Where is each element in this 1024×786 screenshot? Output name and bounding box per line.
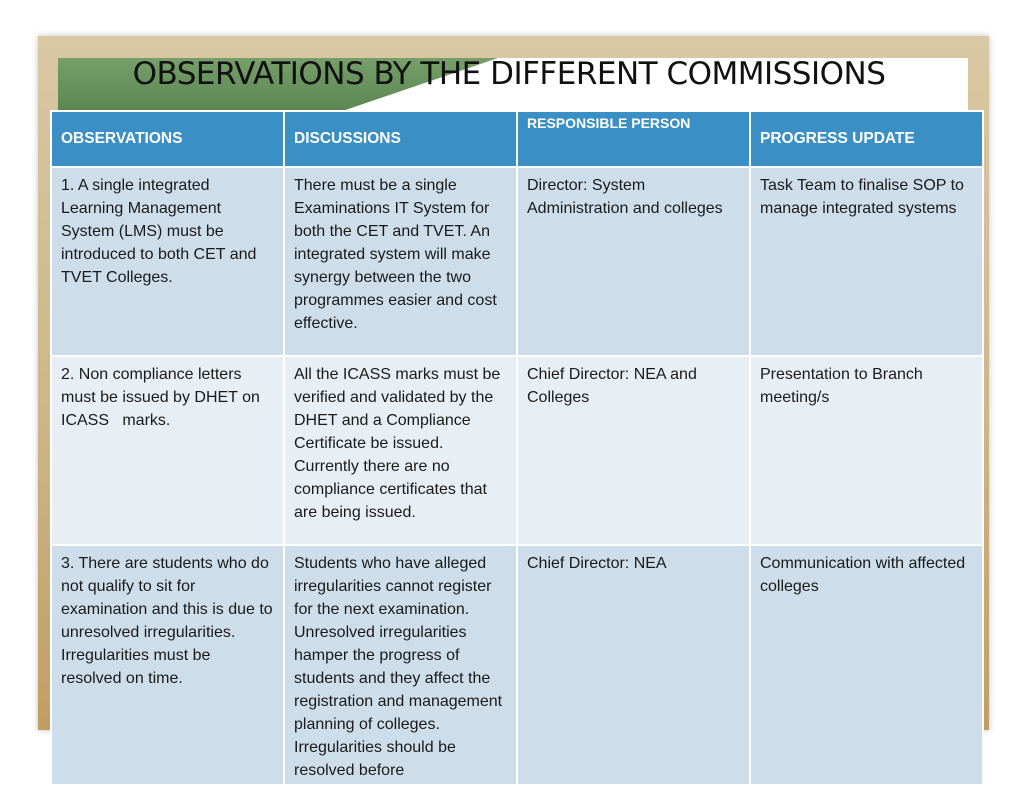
table-header-row (51, 111, 983, 167)
column-header-progress-update: PROGRESS UPDATE (750, 111, 983, 167)
discussion-cell (284, 356, 517, 545)
discussion-cell (284, 167, 517, 356)
responsible-person-cell (517, 356, 750, 545)
discussion-text: There must be a single Examinations IT System for both the CET and TVET. An integrated system will make synergy between the two programmes easier and cost effective. (294, 177, 502, 332)
discussion-text: Students who have alleged irregularities cannot register for the next examination. Unresolved irregularities hamper the progress of students and they affect the registration and management planning of colleges. Irregularities should be resolved before (294, 555, 507, 779)
progress-update-text: Communication with affected colleges (760, 555, 970, 595)
progress-update-text: Presentation to Branch meeting/s (760, 366, 928, 406)
progress-update-cell (750, 545, 983, 785)
page-title: OBSERVATIONS BY THE DIFFERENT COMMISSIONS (132, 56, 886, 92)
column-header-discussions: DISCUSSIONS (284, 111, 517, 167)
observations-table (50, 110, 984, 786)
table-row (51, 356, 983, 545)
responsible-person-cell (517, 167, 750, 356)
table-row (51, 545, 983, 785)
responsible-person-cell (517, 545, 750, 785)
progress-update-text: Task Team to finalise SOP to manage integrated systems (760, 177, 969, 217)
table-row (51, 167, 983, 356)
discussion-text: All the ICASS marks must be verified and validated by the DHET and a Compliance Certificate be issued. Currently there are no compliance certificates that are being issued. (294, 366, 505, 521)
observation-cell (51, 356, 284, 545)
observation-cell (51, 545, 284, 785)
observation-text: 1. A single integrated Learning Management System (LMS) must be introduced to both CET and TVET Colleges. (61, 177, 261, 286)
progress-update-cell (750, 167, 983, 356)
responsible-person-text: Director: System Administration and colleges (527, 177, 723, 217)
observation-text: 3. There are students who do not qualify to sit for examination and this is due to unresolved irregularities. Irregularities must be resolved on time. (61, 555, 278, 687)
observation-cell (51, 167, 284, 356)
column-header-responsible-person: RESPONSIBLE PERSON (517, 111, 750, 167)
column-header-observations: OBSERVATIONS (51, 111, 284, 167)
responsible-person-text: Chief Director: NEA and Colleges (527, 366, 702, 406)
discussion-cell (284, 545, 517, 785)
responsible-person-text: Chief Director: NEA (527, 555, 667, 572)
progress-update-cell (750, 356, 983, 545)
observation-text: 2. Non compliance letters must be issued by DHET on ICASS marks. (61, 366, 265, 429)
